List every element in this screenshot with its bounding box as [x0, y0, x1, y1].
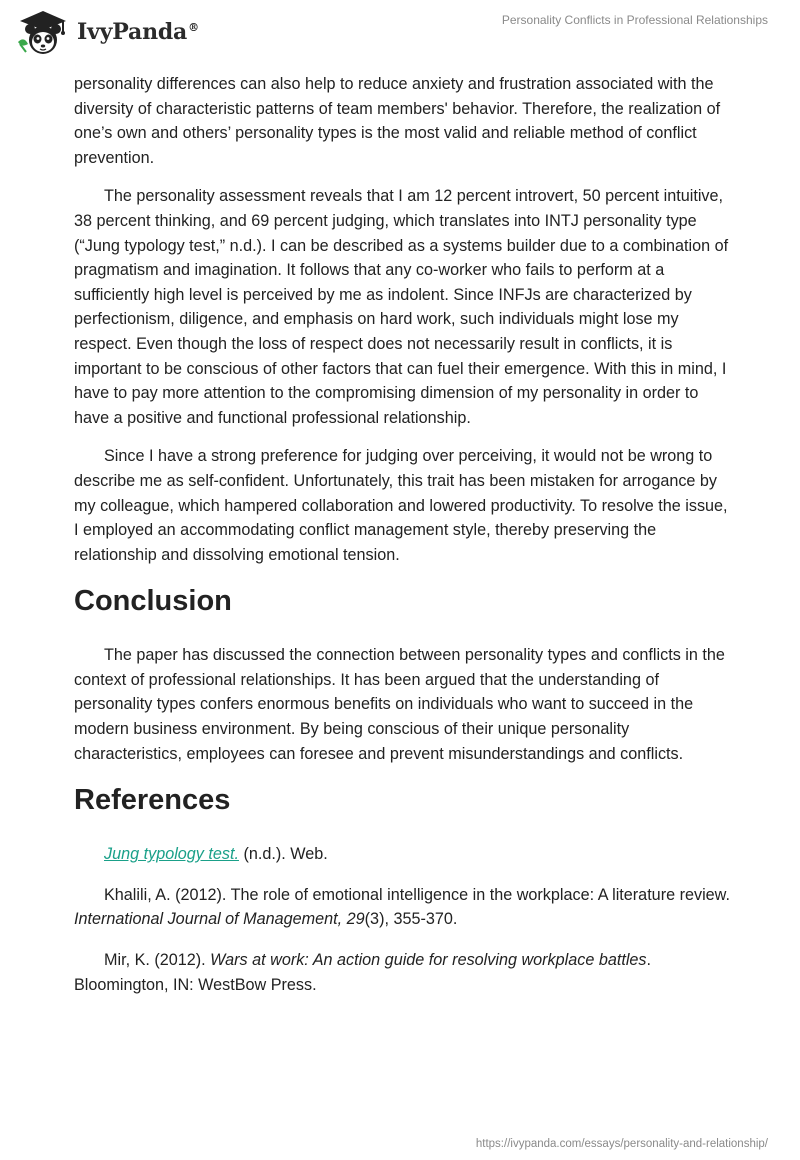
document-body	[74, 72, 734, 1013]
conclusion-paragraph: The paper has discussed the connection between personality types and conflicts in the context of professional relationships. It has been argued that the understanding of personality types confers enormous benefits on individuals who want to succeed in the modern business environment. By being conscious of their unique personality characteristics, employees can foresee and prevent misunderstandings and conflicts.	[74, 646, 725, 763]
logo-text: IvyPanda®	[77, 19, 199, 45]
footer-url[interactable]: https://ivypanda.com/essays/personality-and-relationship/	[475, 1138, 768, 1150]
reference-item-1	[74, 842, 734, 867]
running-title: Personality Conflicts in Professional Relationships	[501, 13, 768, 27]
reference-3-title: Wars at work: An action guide for resolving workplace battles	[210, 951, 647, 970]
body-paragraph-3: Since I have a strong preference for judging over perceiving, it would not be wrong to describe me as self-confident. Unfortunately, this trait has been mistaken for arrogance by my colleague, which hampered collaboration and lowered productivity. To resolve the issue, I employed an accommodating conflict management style, thereby preserving the relationship and dissolving emotional tension.	[74, 447, 728, 564]
page-header	[0, 0, 800, 70]
conclusion-heading: Conclusion	[74, 585, 232, 618]
body-paragraph-1: personality differences can also help to reduce anxiety and frustration associated with the diversity of characteristic patterns of team members' behavior. Therefore, the realization of one’s own and others’ personality types is the most valid and reliable method of conflict prevention.	[74, 75, 721, 167]
reference-2-post: (3), 355-370.	[364, 910, 458, 929]
reference-2-pre: Khalili, A. (2012). The role of emotional intelligence in the workplace: A literature review.	[104, 885, 730, 904]
body-paragraph-2: The personality assessment reveals that I am 12 percent introvert, 50 percent intuitive, 38 percent thinking, and 69 percent judging, which translates into INTJ personality type (“Jung typology test,” n.d.). I can be described as a systems builder due to a combination of pragmatism and imagination. It follows that any co-worker who fails to perform at a sufficiently high level is perceived by me as indolent. Since INFJs are characterized by perfectionism, diligence, and emphasis on hard work, such individuals might lose my respect. Even though the loss of respect does not necessarily result in conflicts, it is important to be conscious of other factors that can fuel their emergence. With this in mind, I have to pay more attention to the compromising dimension of my personality in order to have a positive and functional professional relationship.	[74, 187, 729, 427]
reference-1-text: (n.d.). Web.	[238, 845, 328, 864]
registered-mark: ®	[188, 20, 199, 34]
reference-item-3	[74, 948, 734, 997]
jung-typology-link[interactable]: Jung typology test.	[104, 845, 239, 864]
reference-2-journal: International Journal of Management, 29	[74, 910, 365, 929]
reference-item-2	[74, 883, 734, 932]
reference-3-post: . Bloomington, IN: WestBow Press.	[74, 951, 652, 994]
panda-logo-icon	[14, 8, 72, 56]
ivypanda-logo[interactable]	[14, 8, 199, 56]
reference-3-pre: Mir, K. (2012).	[104, 951, 211, 970]
references-heading: References	[74, 784, 231, 817]
